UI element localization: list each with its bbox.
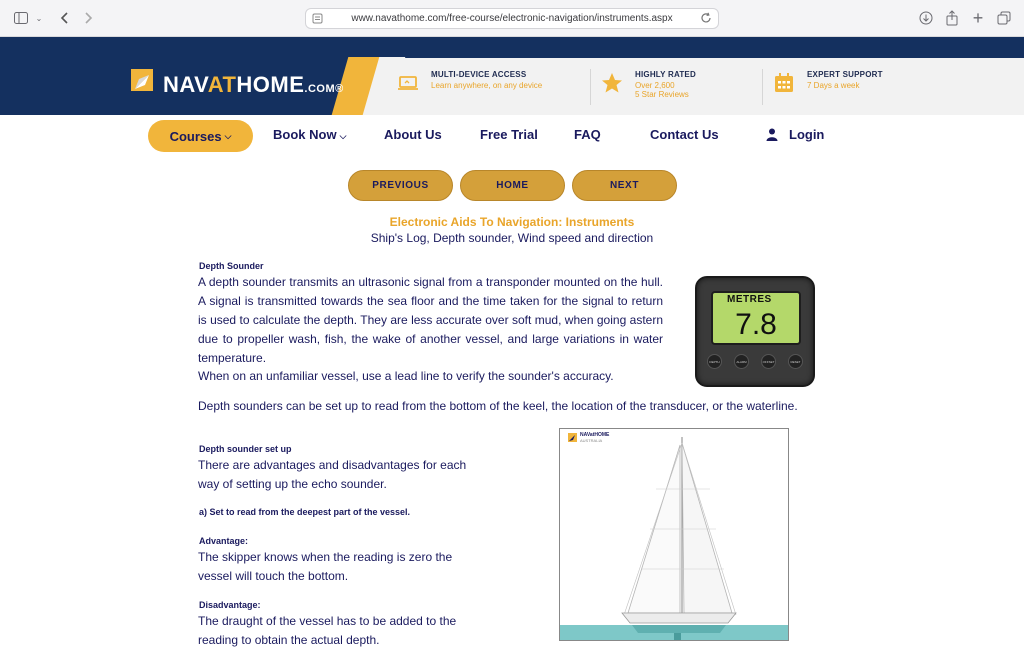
site-logo[interactable] <box>121 67 344 103</box>
nav-contact-us[interactable]: Contact Us <box>650 127 719 142</box>
star-icon <box>601 72 623 94</box>
device-screen: METRES 7.8 <box>711 291 801 345</box>
lead-line-note: When on an unfamiliar vessel, use a lead line to verify the sounder's accuracy. <box>198 369 614 383</box>
depth-reading: 7.8 <box>735 308 777 341</box>
disadvantage-label: Disadvantage: <box>199 600 261 610</box>
setup-intro: There are advantages and disadvantages for each way of setting up the echo sounder. <box>198 458 467 491</box>
disadvantage-text: The draught of the vessel has to be added to the reading to obtain the actual depth. <box>198 614 457 647</box>
laptop-icon <box>397 72 419 94</box>
nav-login[interactable]: Login <box>766 127 824 142</box>
feature-highly-rated: HIGHLY RATED Over 2,600 5 Star Reviews <box>601 70 696 99</box>
feature-expert-support: EXPERT SUPPORT 7 Days a week <box>773 70 883 94</box>
nav-courses[interactable]: Courses ⌵ <box>148 120 253 152</box>
url-text: www.navathome.com/free-course/electronic-navigation/instruments.aspx <box>351 13 673 24</box>
advantage-text: The skipper knows when the reading is zero the vessel will touch the bottom. <box>198 550 453 583</box>
nav-book-now[interactable]: Book Now ⌵ <box>273 127 347 142</box>
next-button[interactable]: NEXT <box>572 170 677 201</box>
sailboat-diagram-image: NAVatHOME AUSTRALIA <box>559 428 789 641</box>
device-depth-button: DEPTH <box>707 354 722 369</box>
share-icon[interactable] <box>944 9 960 27</box>
chevron-down-icon: ⌵ <box>224 130 232 141</box>
reload-icon[interactable] <box>700 12 712 27</box>
device-offset-button: OFFSET <box>761 354 776 369</box>
address-bar[interactable] <box>305 8 719 29</box>
page-title: Electronic Aids To Navigation: Instruments <box>389 215 635 229</box>
setup-options-paragraph: Depth sounders can be set up to read from the bottom of the keel, the location of the transducer, or the waterline. <box>198 399 798 413</box>
compass-logo-icon <box>121 67 157 103</box>
previous-button[interactable]: PREVIOUS <box>348 170 453 201</box>
option-a-heading: a) Set to read from the deepest part of the vessel. <box>199 507 411 517</box>
depth-sounder-paragraph: A depth sounder transmits an ultrasonic signal from a transponder mounted on the hull. A signal is transmitted towards the sea floor and the time taken for the signal to return is used to calculate the depth. They are less accurate over soft mud, when going astern due to propeller wash, fish, the wake of another vessel, and large variations in water temperature. <box>198 275 663 365</box>
chevron-down-icon: ⌵ <box>339 131 347 141</box>
tabs-overview-icon[interactable] <box>996 9 1012 27</box>
sailboat-icon <box>560 429 789 641</box>
setup-heading: Depth sounder set up <box>199 444 292 454</box>
home-button[interactable]: HOME <box>460 170 565 201</box>
back-icon[interactable] <box>57 9 71 27</box>
page-icon <box>312 13 323 27</box>
download-icon[interactable] <box>918 9 934 27</box>
device-alarm-button: ALARM <box>734 354 749 369</box>
browser-toolbar <box>0 0 1024 37</box>
nav-faq[interactable]: FAQ <box>574 127 601 142</box>
logo-text: NAVATHOME.COM® <box>163 72 344 97</box>
user-icon <box>766 128 778 141</box>
sidebar-toggle-icon[interactable] <box>13 9 29 27</box>
nav-free-trial[interactable]: Free Trial <box>480 127 538 142</box>
forward-icon[interactable] <box>82 9 96 27</box>
page-subtitle: Ship's Log, Depth sounder, Wind speed and direction <box>370 231 654 245</box>
new-tab-icon[interactable]: + <box>972 7 984 28</box>
depth-sounder-heading: Depth Sounder <box>199 261 264 271</box>
nav-about-us[interactable]: About Us <box>384 127 442 142</box>
feature-multi-device: MULTI-DEVICE ACCESS Learn anywhere, on any device <box>397 70 542 94</box>
device-reset-button: RESET <box>788 354 803 369</box>
calendar-icon <box>773 72 795 94</box>
advantage-label: Advantage: <box>199 536 249 546</box>
depth-sounder-device-image <box>695 276 815 387</box>
chevron-down-icon[interactable]: ⌄ <box>35 13 43 23</box>
